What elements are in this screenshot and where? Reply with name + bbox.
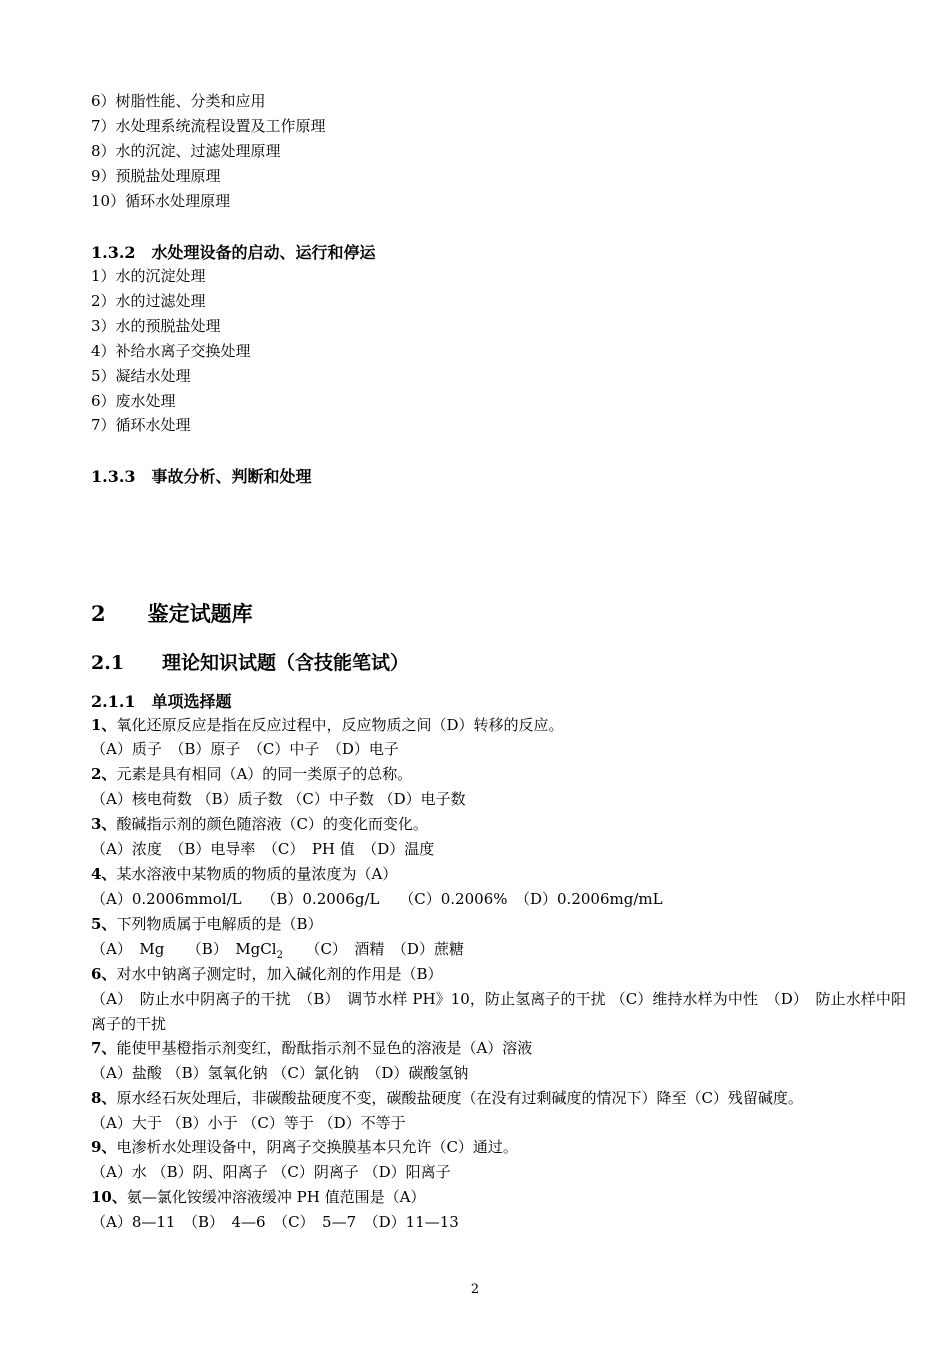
section-heading-2-1-1: 2.1.1 单项选择题 <box>91 692 232 711</box>
list-item: 5）凝结水处理 <box>91 367 191 385</box>
question-options: （A）0.2006mmol/L （B）0.2006g/L （C）0.2006% （D）0.2006mg/mL <box>91 890 663 908</box>
question-options: （A）水 （B）阴、阳离子 （C）阴离子 （D）阳离子 <box>91 1163 451 1181</box>
question-1 <box>91 713 563 738</box>
question-number: 10、 <box>91 1188 127 1206</box>
question-number: 5、 <box>91 915 117 933</box>
list-item: 1）水的沉淀处理 <box>91 267 206 285</box>
list-item: 4）补给水离子交换处理 <box>91 342 251 360</box>
list-item: 3）水的预脱盐处理 <box>91 317 221 335</box>
question-3 <box>91 812 428 837</box>
question-number: 1、 <box>91 716 117 734</box>
section-heading-1-3-2: 1.3.2 水处理设备的启动、运行和停运 <box>91 243 376 262</box>
question-text: 下列物质属于电解质的是（B） <box>116 915 323 933</box>
question-options: （A）质子 （B）原子 （C）中子 （D）电子 <box>91 740 399 758</box>
question-text: 能使甲基橙指示剂变红，酚酞指示剂不显色的溶液是（A）溶液 <box>116 1039 533 1057</box>
page-number: 2 <box>470 1282 480 1297</box>
question-9 <box>91 1135 518 1160</box>
question-text: 氨—氯化铵缓冲溶液缓冲 PH 值范围是（A） <box>126 1188 426 1206</box>
question-options: （A）盐酸 （B）氢氧化钠 （C）氯化钠 （D）碳酸氢钠 <box>91 1064 469 1082</box>
chapter-heading-2: 2 鉴定试题库 <box>91 601 253 626</box>
question-text: 氧化还原反应是指在反应过程中，反应物质之间（D）转移的反应。 <box>116 716 564 734</box>
question-number: 7、 <box>91 1039 117 1057</box>
list-item: 2）水的过滤处理 <box>91 292 206 310</box>
list-item: 6）树脂性能、分类和应用 <box>91 92 266 110</box>
question-number: 8、 <box>91 1089 117 1107</box>
question-text: 原水经石灰处理后，非碳酸盐硬度不变，碳酸盐硬度（在没有过剩碱度的情况下）降至（C）残留碱度。 <box>116 1089 803 1107</box>
list-item: 7）循环水处理 <box>91 416 191 434</box>
question-text: 某水溶液中某物质的物质的量浓度为（A） <box>116 865 398 883</box>
list-item: 9）预脱盐处理原理 <box>91 167 221 185</box>
list-item: 8）水的沉淀、过滤处理原理 <box>91 142 281 160</box>
question-text: 对水中钠离子测定时，加入碱化剂的作用是（B） <box>116 965 443 983</box>
question-text: 电渗析水处理设备中，阴离子交换膜基本只允许（C）通过。 <box>116 1138 518 1156</box>
question-number: 2、 <box>91 765 117 783</box>
options-text: （C） 酒精 （D）蔗糖 <box>282 940 464 958</box>
question-text: 酸碱指示剂的颜色随溶液（C）的变化而变化。 <box>116 815 428 833</box>
section-heading-2-1: 2.1 理论知识试题（含技能笔试） <box>91 652 410 674</box>
question-number: 6、 <box>91 965 117 983</box>
subscript: 2 <box>276 950 283 961</box>
question-number: 9、 <box>91 1138 117 1156</box>
question-options: （A）核电荷数 （B）质子数 （C）中子数 （D）电子数 <box>91 790 466 808</box>
question-options: （A） 防止水中阴离子的干扰 （B） 调节水样 PH》10，防止氢离子的干扰 （C）维持水样为中性 （D） 防止水样中阳离子的干扰 <box>91 990 906 1033</box>
list-item: 7）水处理系统流程设置及工作原理 <box>91 117 326 135</box>
options-text: （A） Mg （B） MgCl <box>91 940 277 958</box>
question-number: 4、 <box>91 865 117 883</box>
question-7 <box>91 1036 532 1061</box>
question-options: （A）大于 （B）小于 （C）等于 （D）不等于 <box>91 1114 406 1132</box>
question-options: （A）8—11 （B） 4—6 （C） 5—7 （D）11—13 <box>91 1213 459 1231</box>
list-item: 6）废水处理 <box>91 392 176 410</box>
question-2 <box>91 762 412 787</box>
question-text: 元素是具有相同（A）的同一类原子的总称。 <box>116 765 413 783</box>
question-10 <box>91 1185 425 1210</box>
question-6 <box>91 962 442 987</box>
question-5 <box>91 912 322 937</box>
section-heading-1-3-3: 1.3.3 事故分析、判断和处理 <box>91 467 312 486</box>
list-item: 10）循环水处理原理 <box>91 192 231 210</box>
question-4 <box>91 862 397 887</box>
question-8 <box>91 1086 803 1111</box>
question-options: （A）浓度 （B）电导率 （C） PH 值 （D）温度 <box>91 840 435 858</box>
question-number: 3、 <box>91 815 117 833</box>
